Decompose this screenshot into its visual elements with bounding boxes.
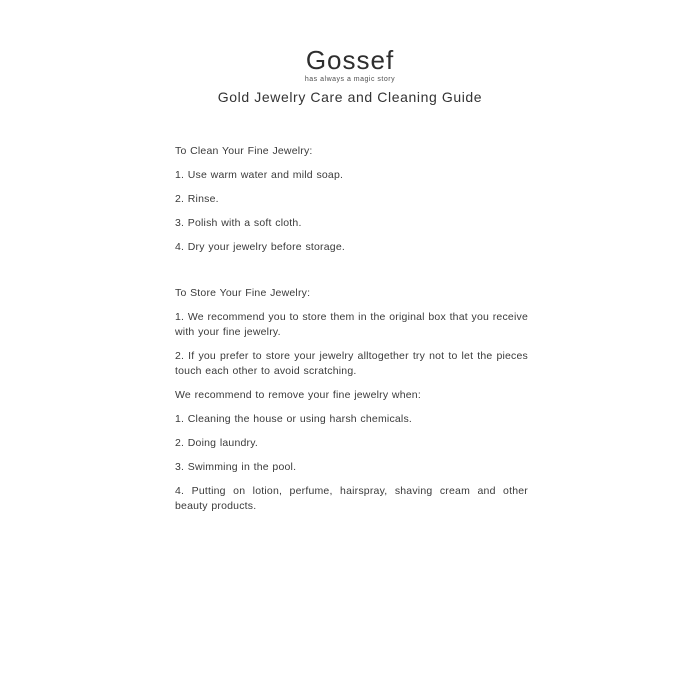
list-item: 1. Cleaning the house or using harsh chemicals. <box>175 413 413 425</box>
list-item: 1. Use warm water and mild soap. <box>175 169 344 181</box>
section-heading: To Store Your Fine Jewelry: <box>175 287 311 299</box>
list-item: 4. Putting on lotion, perfume, hairspray, shaving cream and other beauty products. <box>175 485 528 512</box>
section-clean <box>175 144 528 255</box>
document-body <box>175 144 528 523</box>
brand-logo: Gossef <box>305 45 395 75</box>
section-heading: We recommend to remove your fine jewelry when: <box>175 389 421 401</box>
section-remove <box>175 388 528 514</box>
list-item: 1. We recommend you to store them in the original box that you receive with your fine jewelry. <box>175 311 528 338</box>
section-store <box>175 264 528 379</box>
brand-tagline: has always a magic story <box>304 76 396 83</box>
list-item: 3. Polish with a soft cloth. <box>175 217 302 229</box>
list-item: 2. Doing laundry. <box>175 437 259 449</box>
section-heading: To Clean Your Fine Jewelry: <box>175 145 313 157</box>
list-item: 3. Swimming in the pool. <box>175 461 297 473</box>
document-title: Gold Jewelry Care and Cleaning Guide <box>217 89 483 105</box>
list-item: 2. If you prefer to store your jewelry alltogether try not to let the pieces touch each other to avoid scratching. <box>175 350 528 377</box>
brand-masthead <box>0 46 700 84</box>
list-item: 2. Rinse. <box>175 193 219 205</box>
list-item: 4. Dry your jewelry before storage. <box>175 241 345 253</box>
